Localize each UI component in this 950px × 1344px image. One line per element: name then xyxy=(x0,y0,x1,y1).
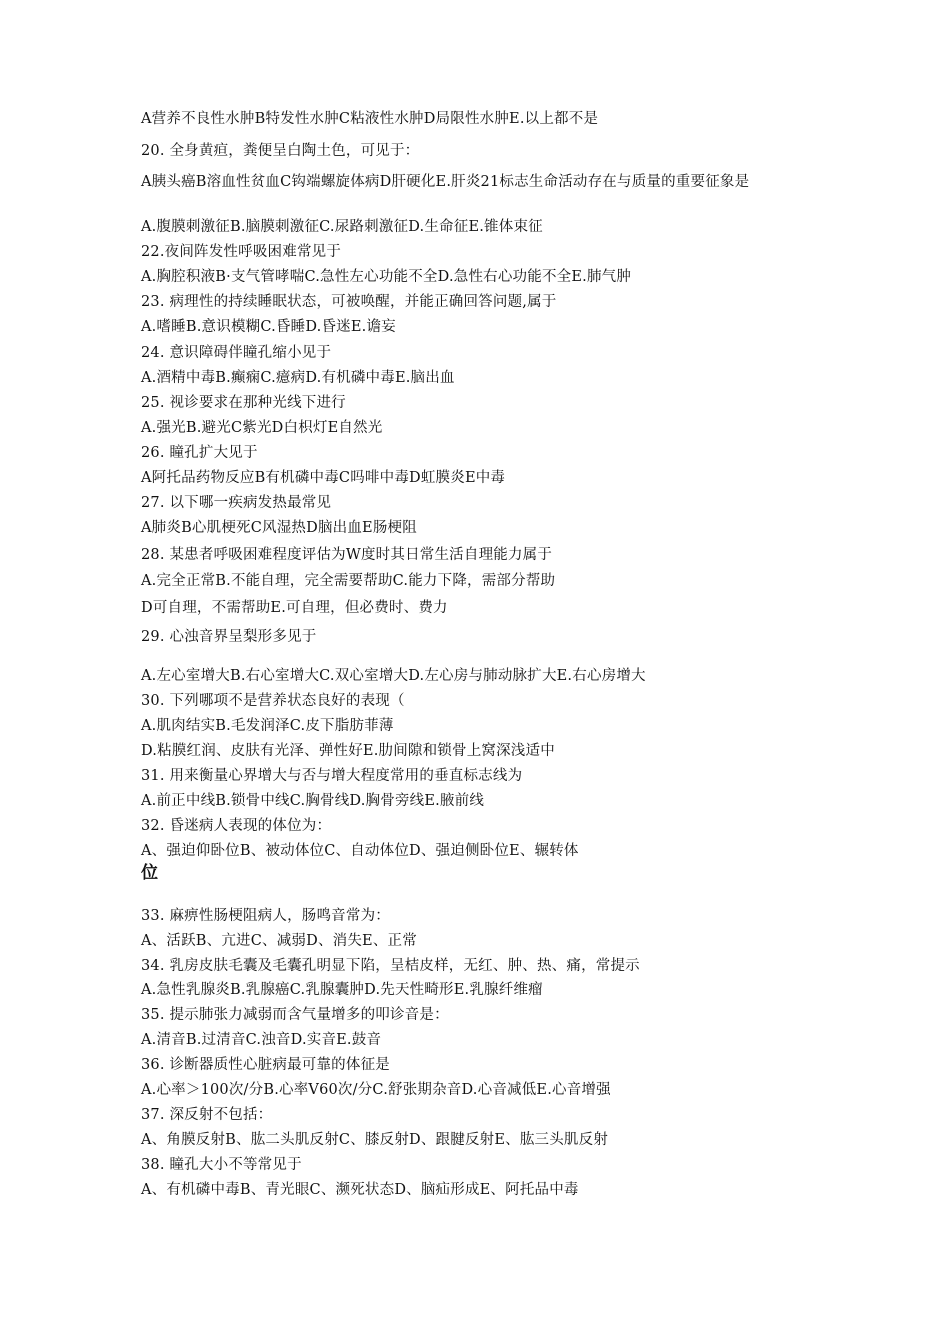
q35-question: 35. 提示肺张力减弱而含气量增多的叩诊音是： xyxy=(141,1007,449,1023)
q32-options-continued: 位 xyxy=(141,863,159,883)
q24-options: A.酒精中毒B.癫痫C.癔病D.有机磷中毒E.脑出血 xyxy=(141,370,455,386)
q20-question: 20. 全身黄疸，粪便呈白陶土色，可见于： xyxy=(141,143,420,159)
q22-question: 22.夜间阵发性呼吸困难常见于 xyxy=(141,244,342,260)
q28-question: 28. 某患者呼吸困难程度评估为W度时其日常生活自理能力属于 xyxy=(141,547,553,563)
q34-question: 34. 乳房皮肤毛囊及毛囊孔明显下陷，呈桔皮样，无红、肿、热、痛，常提示 xyxy=(141,958,640,974)
q24-question: 24. 意识障碍伴瞳孔缩小见于 xyxy=(141,345,332,361)
q30-options-line1: A.肌肉结实B.毛发润泽C.皮下脂肪菲薄 xyxy=(141,718,394,734)
q36-question: 36. 诊断器质性心脏病最可靠的体征是 xyxy=(141,1057,390,1073)
q29-question: 29. 心浊音界呈梨形多见于 xyxy=(141,629,317,645)
q37-options: A、角膜反射B、肱二头肌反射C、膝反射D、跟腱反射E、肱三头肌反射 xyxy=(141,1132,609,1148)
q23-options: A.嗜睡B.意识模糊C.昏睡D.昏迷E.谵妄 xyxy=(141,319,396,335)
q25-options: A.强光B.避光C紫光D白枳灯E自然光 xyxy=(141,420,383,436)
q30-question: 30. 下列哪项不是营养状态良好的表现（ xyxy=(141,693,405,709)
q27-options: A肺炎B心肌梗死C风湿热D脑出血E肠梗阻 xyxy=(141,520,417,536)
q26-options: A阿托品药物反应B有机磷中毒C吗啡中毒D虹膜炎E中毒 xyxy=(141,470,506,486)
q34-options: A.急性乳腺炎B.乳腺癌C.乳腺囊肿D.先天性畸形E.乳腺纤维瘤 xyxy=(141,982,543,998)
q38-question: 38. 瞳孔大小不等常见于 xyxy=(141,1157,302,1173)
q26-question: 26. 瞳孔扩大见于 xyxy=(141,445,258,461)
q19-options: A营养不良性水肿B特发性水肿C粘液性水肿D局限性水肿E.以上都不是 xyxy=(141,111,599,127)
q21-options: A.腹膜刺激征B.脑膜刺激征C.尿路刺激征D.生命征E.锥体束征 xyxy=(141,219,543,235)
q28-options-line2: D可自理，不需帮助E.可自理，但必费时、费力 xyxy=(141,600,448,616)
q33-options: A、活跃B、亢进C、减弱D、消失E、正常 xyxy=(141,933,417,949)
q29-options: A.左心室增大B.右心室增大C.双心室增大D.左心房与肺动脉扩大E.右心房增大 xyxy=(141,668,646,684)
q25-question: 25. 视诊要求在那种光线下进行 xyxy=(141,395,346,411)
q27-question: 27. 以下哪一疾病发热最常见 xyxy=(141,495,332,511)
q37-question: 37. 深反射不包括： xyxy=(141,1107,273,1123)
q22-options: A.胸腔积液B·支气管哮喘C.急性左心功能不全D.急性右心功能不全E.肺气肿 xyxy=(141,269,632,285)
q36-options: A.心率＞100次/分B.心率V60次/分C.舒张期杂音D.心音减低E.心音增强 xyxy=(141,1082,611,1098)
q20-options-q21-question: A胰头癌B溶血性贫血C钩端螺旋体病D肝硬化E.肝炎21标志生命活动存在与质量的重要征象是 xyxy=(141,174,750,190)
q28-options-line1: A.完全正常B.不能自理，完全需要帮助C.能力下降，需部分帮助 xyxy=(141,573,556,589)
q32-options: A、强迫仰卧位B、被动体位C、自动体位D、强迫侧卧位E、辗转体 xyxy=(141,843,579,859)
q30-options-line2: D.粘膜红润、皮肤有光泽、弹性好E.肋间隙和锁骨上窝深浅适中 xyxy=(141,743,555,759)
q38-options: A、有机磷中毒B、青光眼C、濒死状态D、脑疝形成E、阿托品中毒 xyxy=(141,1182,579,1198)
q32-question: 32. 昏迷病人表现的体位为： xyxy=(141,818,332,834)
q31-options: A.前正中线B.锁骨中线C.胸骨线D.胸骨旁线E.腋前线 xyxy=(141,793,485,809)
q35-options: A.清音B.过清音C.浊音D.实音E.鼓音 xyxy=(141,1032,382,1048)
q33-question: 33. 麻痹性肠梗阻病人，肠鸣音常为： xyxy=(141,908,390,924)
q23-question: 23. 病理性的持续睡眠状态，可被唤醒，并能正确回答问题,属于 xyxy=(141,294,557,310)
q31-question: 31. 用来衡量心界增大与否与增大程度常用的垂直标志线为 xyxy=(141,768,523,784)
